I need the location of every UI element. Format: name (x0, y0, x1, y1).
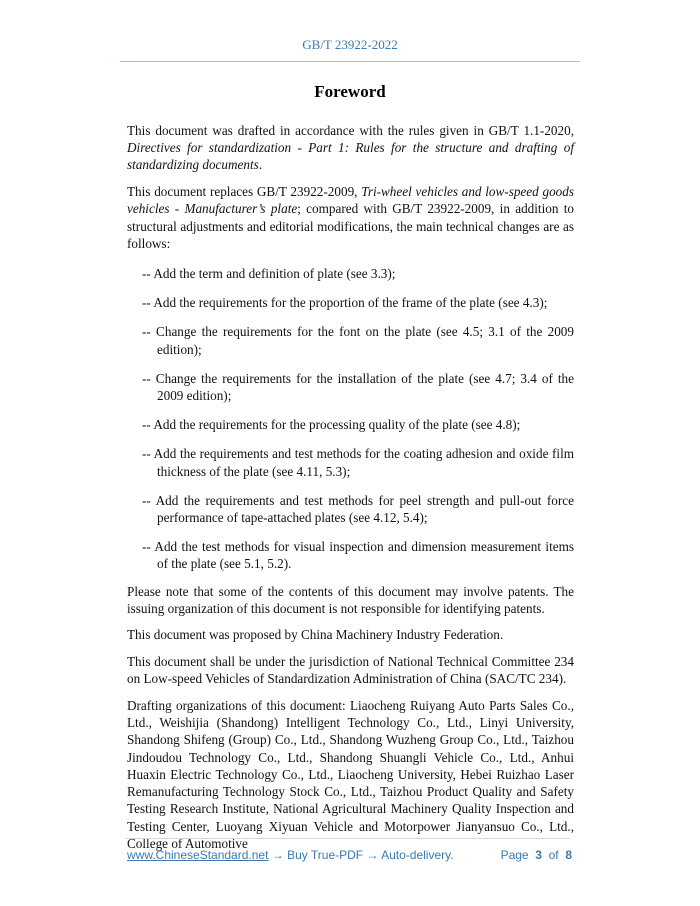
page-label: Page (500, 848, 529, 862)
page-total: 8 (565, 848, 572, 862)
header-divider (120, 61, 580, 62)
change-item: -- Add the requirements and test methods for peel strength and pull-out force performance of tape-attached plates (see 4.12, 5.4); (142, 492, 574, 525)
change-item: -- Add the requirements for the proportion of the frame of the plate (see 4.3); (142, 295, 548, 311)
change-item: -- Change the requirements for the installation of the plate (see 4.7; 3.4 of the 2009 edition); (142, 370, 574, 403)
paragraph-jurisdiction: This document shall be under the jurisdiction of National Technical Committee 234 on Low-speed Vehicles of Standardization Administration of China (SAC/TC 234). (127, 654, 574, 687)
text-segment: . (258, 157, 263, 173)
page-current: 3 (535, 848, 542, 862)
website-link[interactable]: www.ChineseStandard.net (127, 848, 269, 862)
paragraph-drafting-rules (127, 122, 574, 174)
footer-divider (125, 838, 570, 839)
footer (127, 848, 572, 862)
change-item: -- Add the requirements and test methods for the coating adhesion and oxide film thickness of the plate (see 4.11, 5.3); (142, 446, 574, 479)
paragraph-drafting-organizations: Drafting organizations of this document: Liaocheng Ruiyang Auto Parts Sales Co., Ltd., Weishijia (Shandong) Intelligent Technology Co., Ltd., Linyi University, Shandong Shifeng (Group) Co., Ltd., Shandong Wuzheng Group Co., Ltd., Taizhou Jindoudou Technology Co., Ltd., Shandong Shuangli Vehicle Co., Ltd., Anhui Huaxin Electric Technology Co., Ltd., Liaocheng University, Hebei Ruizhao Laser Remanufacturing Technology Stock Co., Ltd., Taizhou Product Quality and Safety Testing Research Institute, National Agricultural Machinery Quality Inspection and Testing Center, Luoyang Xiyuan Vehicle and Motorpower Jianyansuo Co., Ltd., College of Automotive (127, 698, 574, 851)
change-item: -- Add the requirements for the processing quality of the plate (see 4.8); (142, 417, 521, 433)
text-segment: ; compared with GB/T 23922-2009, in addition to structural adjustments and editorial modifications, the main technical changes are as follows: (127, 201, 574, 251)
header-doc-code: GB/T 23922-2022 (302, 37, 398, 52)
paragraph-patents: Please note that some of the contents of this document may involve patents. The issuing organization of this document is not responsible for identifying patents. (127, 583, 574, 616)
paragraph-replaces (127, 183, 574, 252)
text-segment: This document was drafted in accordance with the rules given in GB/T 1.1-2020, (127, 123, 574, 138)
italic-title: Directives for standardization - Part 1: Rules for the structure and drafting of standardizing documents (127, 140, 574, 173)
page-indicator (501, 848, 572, 862)
change-item: -- Add the term and definition of plate (see 3.3); (142, 265, 396, 281)
footer-tagline: → Buy True-PDF → Auto-delivery. (268, 848, 454, 862)
text-segment: This document replaces GB/T 23922-2009, (127, 184, 362, 200)
change-item: -- Change the requirements for the font on the plate (see 4.5; 3.1 of the 2009 edition); (142, 324, 574, 357)
page-title: Foreword (314, 82, 386, 101)
change-item: -- Add the test methods for visual inspection and dimension measurement items of the plate (see 5.1, 5.2). (142, 539, 574, 572)
paragraph-proposed: This document was proposed by China Machinery Industry Federation. (127, 627, 504, 643)
italic-title: Tri-wheel vehicles and low-speed goods vehicles - Manufacturer’s plate (127, 184, 574, 217)
document-body (127, 122, 574, 861)
of-label: of (548, 848, 559, 862)
